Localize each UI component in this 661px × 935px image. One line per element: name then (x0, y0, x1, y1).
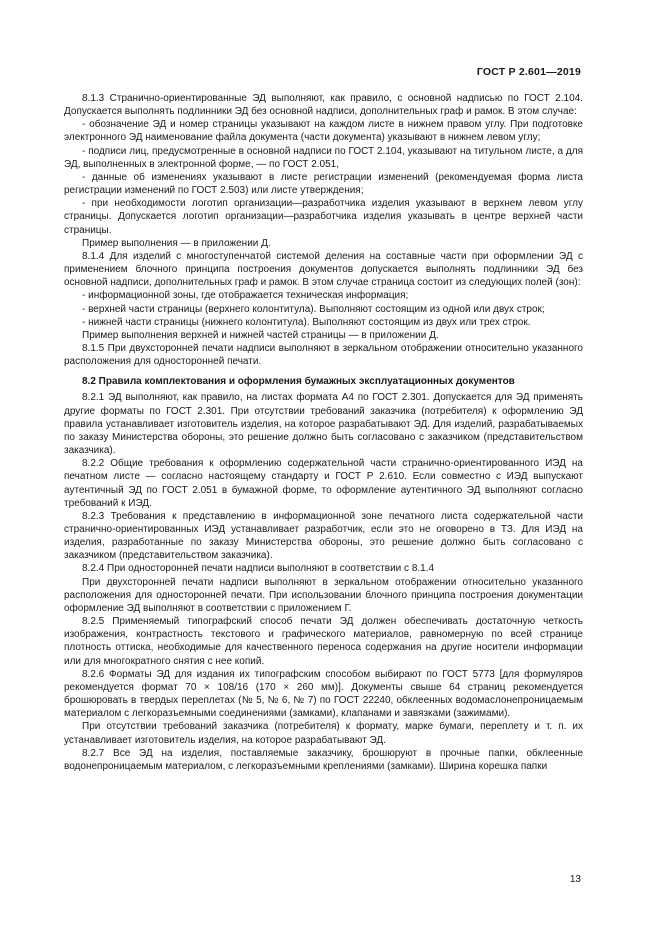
paragraph: 8.1.3 Странично-ориентированные ЭД выполняют, как правило, с основной надписью по ГОСТ 2.104. Допускается выполнять подлинники ЭД без основной надписи, дополнительных граф и рамок. В этом случае: (64, 93, 583, 118)
paragraph: Пример выполнения верхней и нижней частей страницы — в приложении Д. (82, 329, 439, 341)
paragraph: 8.2.2 Общие требования к оформлению содержательной части странично-ориентированного ИЭД на печатном листе — согласно настоящему стандарту и ГОСТ Р 2.610. Если совместно с ИЭД выпускают аутентичный ЭД по ГОСТ 2.051 в бумажной форме, то оформление аутентичного ЭД выполняют согласно требований к ИЭД. (64, 458, 583, 509)
list-item: - при необходимости логотип организации—разработчика изделия указывают в верхнем левом углу страницы. Допускается логотип организации—разработчика изделия указывать в центре верхней части страницы. (64, 198, 583, 236)
paragraph: Пример выполнения — в приложении Д. (82, 237, 271, 249)
paragraph: 8.1.4 Для изделий с многоступенчатой системой деления на составные части при оформлении ЭД с применением блочного принципа построения документов допускается выполнять подлинники ЭД без основной надписи, дополнительных граф и рамок. В этом случае страница состоит из следующих полей (зон): (64, 250, 583, 289)
section-heading: 8.2 Правила комплектования и оформления бумажных эксплуатационных документов (82, 376, 515, 388)
page-content (64, 92, 583, 773)
paragraph: 8.2.1 ЭД выполняют, как правило, на листах формата А4 по ГОСТ 2.301. Допускается для ЭД применять другие форматы по ГОСТ 2.301. При отсутствии требований заказчика (потребителя) к оформлению ЭД правила устанавливает изготовитель изделия, на которое разрабатывают ЭД. Для изделий, разрабатываемых по заказу Министерства обороны, это решение должно быть согласовано с заказчиком (представительством заказчика). (64, 392, 583, 457)
list-item: - подписи лиц, предусмотренные в основной надписи по ГОСТ 2.104, указывают на титульном листе, а для ЭД, выполненных в электронной форме, — по ГОСТ 2.051, (64, 145, 583, 170)
list-item: - верхней части страницы (верхнего колонтитула). Выполняют состоящим из одной или двух строк; (82, 303, 545, 315)
paragraph: При двухсторонней печати надписи выполняют в зеркальном отображении относительно указанного расположения для односторонней печати. При использовании блочного принципа построения документации оформление ЭД выполняют в соответствии с приложением Г. (64, 576, 583, 614)
paragraph: 8.2.6 Форматы ЭД для издания их типографским способом выбирают по ГОСТ 5773 [для формуляров рекомендуется формат 70 × 108/16 (170 × 260 мм)]. Документы свыше 64 страниц рекомендуется брошюровать в твердых переплетах (№ 5, № 6, № 7) по ГОСТ 22240, обклеенных водомаслонепроницаемым материалом с легкоразъемными соединениями (замками), клапанами и завязками (зажимами). (64, 668, 583, 720)
paragraph: 8.1.5 При двухсторонней печати надписи выполняют в зеркальном отображении относительно указанного расположения для односторонней печати. (64, 342, 583, 368)
list-item: - информационной зоны, где отображается техническая информация; (82, 290, 409, 302)
list-item: - данные об изменениях указывают в листе регистрации изменений (рекомендуемая форма листа регистрации изменений по ГОСТ 2.503) или листе утверждения; (64, 171, 583, 197)
list-item: - нижней части страницы (нижнего колонтитула). Выполняют состоящим из двух или трех строк. (82, 316, 531, 328)
page-number: 13 (569, 874, 581, 885)
list-item: - обозначение ЭД и номер страницы указывают на каждом листе в нижнем правом углу. При подготовке электронного ЭД наименование файла документа (части документа) указывают в нижнем левом углу; (64, 119, 583, 144)
paragraph: При отсутствии требований заказчика (потребителя) к формату, марке бумаги, переплету и т. п. их устанавливает изготовитель изделия, на которое разрабатывают ЭД. (64, 721, 583, 746)
paragraph: 8.2.7 Все ЭД на изделия, поставляемые заказчику, брошюруют в прочные папки, обклеенные водонепроницаемым материалом, с легкоразъемными креплениями (замками). Ширина корешка папки (64, 747, 583, 772)
paragraph: 8.2.5 Применяемый типографский способ печати ЭД должен обеспечивать достаточную четкость изображения, контрастность текстового и графического материалов, равномерную по всей странице плотность оттиска, необходимые для качественного переноса содержания на другие носители информации или для многократного снятия с нее копий. (64, 616, 583, 667)
document-header: ГОСТ Р 2.601—2019 (476, 66, 581, 78)
paragraph: 8.2.3 Требования к представлению в информационной зоне печатного листа содержательной части странично-ориентированных ИЭД устанавливает разработчик, если это не оговорено в ТЗ. Для ИЭД на изделия, разработанные по заказу Министерства обороны, это решение должно быть согласовано с заказчиком (представительством заказчика). (64, 510, 583, 562)
paragraph: 8.2.4 При односторонней печати надписи выполняют в соответствии с 8.1.4 (82, 563, 435, 575)
